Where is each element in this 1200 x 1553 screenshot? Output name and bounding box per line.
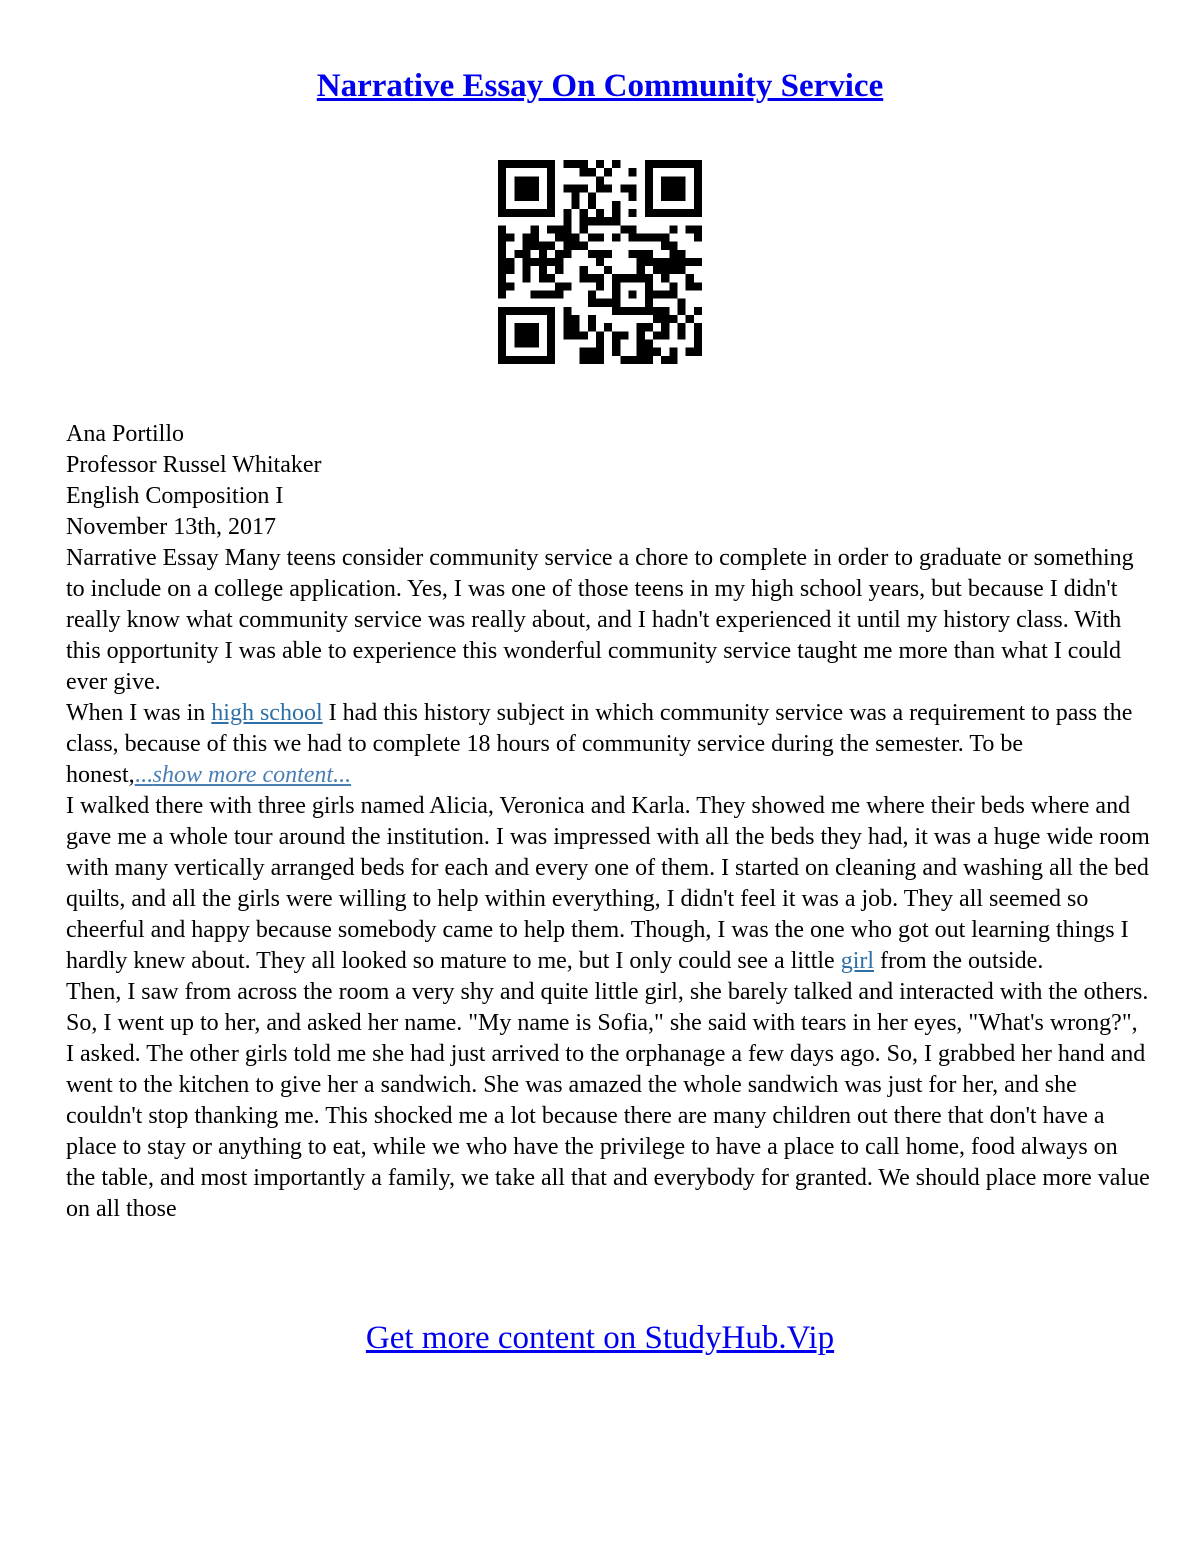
title-link[interactable]: Narrative Essay On Community Service — [316, 68, 884, 104]
high-school-link[interactable]: high school — [211, 700, 323, 726]
studyhub-link[interactable]: Get more content on StudyHub.Vip — [365, 1320, 835, 1356]
paragraph-high-school — [66, 698, 1151, 791]
paragraph-sofia: Then, I saw from across the room a very shy and quite little girl, she barely talked and interacted with the others. So, I went up to her, and asked her name. "My name is Sofia," she said with tears in her eyes, "What's wrong?", I asked. The other girls told me she had just arrived to the orphanage a few days ago. So, I grabbed her hand and went to the kitchen to give her a sandwich. She was amazed the whole sandwich was just for her, and she couldn't stop thanking me. This shocked me a lot because there are many children out there that don't have a place to stay or anything to eat, while we who have the privilege to have a place to call home, food always on the table, and most importantly a family, we take all that and everybody for granted. We should place more value on all those — [66, 979, 1150, 1222]
footer — [0, 1316, 1200, 1360]
course-line: English Composition I — [66, 483, 284, 509]
paragraph-text: When I was in — [66, 700, 212, 726]
date-line: November 13th, 2017 — [66, 514, 276, 540]
essay-body — [66, 419, 1151, 1225]
paragraph-text: I walked there with three girls named Alicia, Veronica and Karla. They showed me where their beds where and gave me a whole tour around the institution. I was impressed with all the beds they had, it was a huge wide room with many vertically arranged beds for each and every one of them. I started on cleaning and washing all the bed quilts, and all the girls were willing to help within everything, I didn't feel it was a job. They all seemed so cheerful and happy because somebody came to help them. Though, I was the one who got out learning things I hardly knew about. They all looked so mature to me, but I only could see a little — [66, 793, 1150, 974]
author-line: Ana Portillo — [66, 421, 184, 447]
paragraph-text: I had this history subject in which community service was a requirement to pass the class, because of this we had to complete 18 hours of community service during the semester. To be honest, — [66, 700, 1133, 788]
show-more-label: show more content... — [152, 762, 352, 788]
document-title — [0, 64, 1200, 108]
qr-code-image — [498, 160, 702, 364]
girl-link[interactable]: girl — [840, 948, 875, 974]
professor-line: Professor Russel Whitaker — [66, 452, 322, 478]
paragraph-text: from the outside. — [874, 948, 1044, 974]
paragraph-girls — [66, 791, 1151, 977]
show-more-prefix: ... — [134, 762, 153, 788]
show-more-link[interactable] — [135, 762, 351, 788]
paragraph-intro: Narrative Essay Many teens consider community service a chore to complete in order to graduate or something to include on a college application. Yes, I was one of those teens in my high school years, but because I didn't really know what community service was really about, and I hadn't experienced it until my history class. With this opportunity I was able to experience this wonderful community service taught me more than what I could ever give. — [66, 545, 1134, 695]
